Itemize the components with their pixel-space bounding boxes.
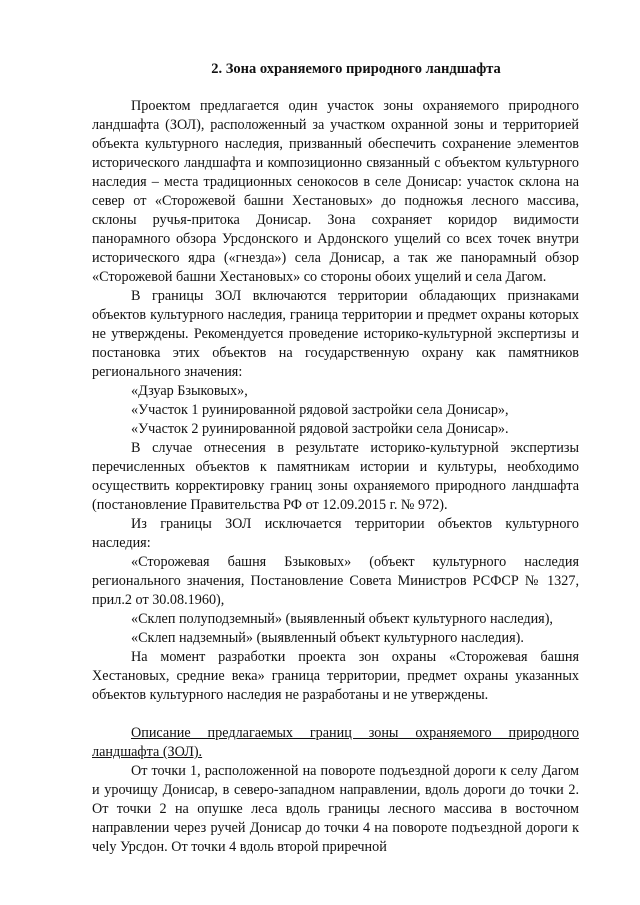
list-item: «Участок 2 руинированной рядовой застройки села Донисар». <box>131 421 509 437</box>
subheading-boundary-description <box>92 724 579 762</box>
list-item: «Участок 1 руинированной рядовой застройки села Донисар», <box>131 402 509 418</box>
list-item: «Дзуар Бзыковых», <box>131 383 248 399</box>
paragraph-correction: В случае отнесения в результате историко-культурной экспертизы перечисленных объектов к памятникам истории и культуры, необходимо осуществить корректировку границ зоны охраняемого природного ландшафта (постановление Правительства РФ от 12.09.2015 г. № 972). <box>92 440 579 513</box>
paragraph-status: На момент разработки проекта зон охраны «Сторожевая башня Хестановых, средние века» граница территории, предмет охраны указанных объектов культурного наследия не разработаны и не утверждены. <box>92 649 579 703</box>
paragraph-excluded: Из границы ЗОЛ исключается территории объектов культурного наследия: <box>92 516 579 551</box>
paragraph-included-territories: В границы ЗОЛ включаются территории обладающих признаками объектов культурного наследия, граница территории и предмет охраны которых не утверждены. Рекомендуется проведение историко-культурной экспертизы и постановка этих объектов на государственную охрану как памятников регионального значения: <box>92 288 579 380</box>
list-item: «Склеп надземный» (выявленный объект культурного наследия). <box>131 630 524 646</box>
paragraph-boundary-points: От точки 1, расположенной на повороте подъездной дороги к селу Дагом и урочищу Донисар, в северо-западном направлении, вдоль дороги до точки 2. От точки 2 на опушке леса вдоль границы лесного массива в восточном направлении через ручей Донисар до точки 4 на повороте подъездной дороги к чelу Урсдон. От точки 4 вдоль второй приречной <box>92 763 579 855</box>
list-item: «Сторожевая башня Бзыковых» (объект культурного наследия регионального значения, Постановление Совета Министров РСФСР № 1327, прил.2 от 30.08.1960), <box>92 554 579 608</box>
section-heading: 2. Зона охраняемого природного ландшафта <box>211 61 501 77</box>
list-item: «Склеп полуподземный» (выявленный объект культурного наследия), <box>131 611 553 627</box>
paragraph-intro: Проектом предлагается один участок зоны охраняемого природного ландшафта (ЗОЛ), расположенный за участком охранной зоны и территорией объекта культурного наследия, призванный обеспечить сохранение элементов исторического ландшафта и композиционно связанный с объектом культурного наследия – места традиционных сенокосов в селе Донисар: участок склона на север от «Сторожевой башни Хестановых» до подножья лесного массива, склоны ручья-притока Донисар. Зона сохраняет коридор видимости панорамного обзора Урсдонского и Ардонского ущелий со всех точек внутри исторического ядра («гнезда») села Донисар, а так же панорамный обзор «Сторожевой башни Хестановых» со стороны обоих ущелий и села Дагом. <box>92 98 579 285</box>
subheading-text: Описание предлагаемых границ зоны охраняемого природного ландшафта (ЗОЛ). <box>92 725 579 760</box>
document-body <box>92 97 579 857</box>
